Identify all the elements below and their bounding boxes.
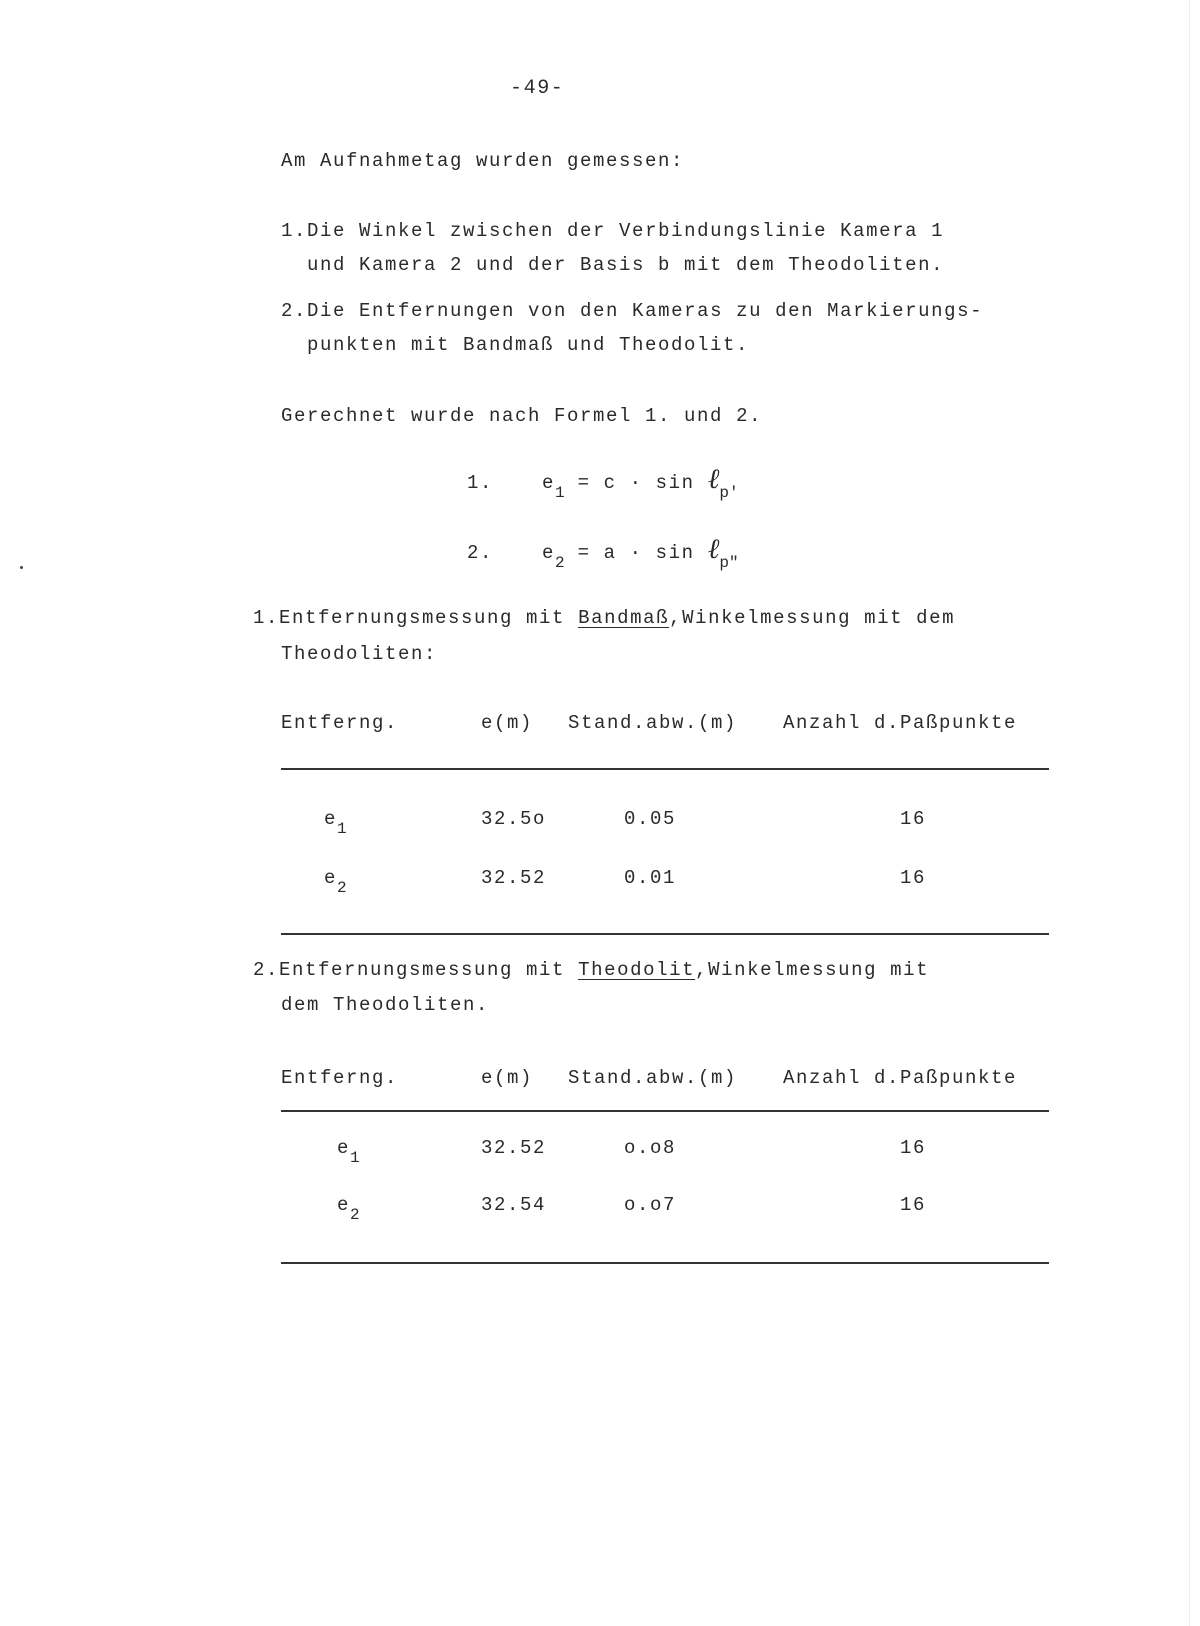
table-1-header-count: Anzahl d.Paßpunkte <box>783 712 1018 734</box>
formula-2-rhs: = a · sin <box>577 542 695 564</box>
table-2-header-rule <box>281 1110 1049 1112</box>
table-2-row-2-e: 32.54 <box>481 1194 547 1216</box>
table-2-row-2-var <box>337 1194 360 1224</box>
table-2-row-1-var <box>337 1137 360 1167</box>
formula-1-number: 1. <box>467 472 494 494</box>
section-2-heading-post: ,Winkelmessung mit <box>695 959 930 981</box>
table-2-row-1-std: o.o8 <box>624 1137 677 1159</box>
table-2-row-1-var-letter: e <box>337 1137 351 1159</box>
measured-item-2-number: 2. <box>281 300 308 322</box>
measured-item-1-number: 1. <box>281 220 308 242</box>
section-2-number: 2. <box>253 959 280 981</box>
table-2-header-distance: Entferng. <box>281 1067 399 1089</box>
table-1-row-1-var-sub: 1 <box>337 820 347 838</box>
formula-2-phi: ℓ <box>707 532 720 565</box>
table-2-row-1-count: 16 <box>900 1137 927 1159</box>
formula-1-rhs: = c · sin <box>577 472 695 494</box>
formula-2-phi-sub: p" <box>719 554 739 572</box>
table-1-header-distance: Entferng. <box>281 712 399 734</box>
section-2-heading-line2: dem Theodoliten. <box>281 994 490 1016</box>
formula-1-phi: ℓ <box>707 462 720 495</box>
table-2-row-2-std: o.o7 <box>624 1194 677 1216</box>
table-1-row-2-var-letter: e <box>324 867 338 889</box>
section-1-heading-pre: Entfernungsmessung mit <box>279 607 579 629</box>
scan-speck <box>20 566 23 569</box>
table-1-row-1-e: 32.5o <box>481 808 547 830</box>
measured-item-1 <box>281 220 944 242</box>
section-1-heading-underlined: Bandmaß <box>578 607 670 629</box>
table-2-header-std: Stand.abw.(m) <box>568 1067 738 1089</box>
formula-2 <box>467 532 739 572</box>
table-2-header-count: Anzahl d.Paßpunkte <box>783 1067 1018 1089</box>
table-1-row-2-e: 32.52 <box>481 867 547 889</box>
section-1-number: 1. <box>253 607 280 629</box>
scan-edge <box>1189 0 1190 1626</box>
section-1-heading-post: ,Winkelmessung mit dem <box>669 607 956 629</box>
table-1-header-std: Stand.abw.(m) <box>568 712 738 734</box>
table-1-row-2-count: 16 <box>900 867 927 889</box>
table-2-row-2-count: 16 <box>900 1194 927 1216</box>
table-1-row-1-var <box>324 808 347 838</box>
measured-item-2 <box>281 300 983 322</box>
formula-1-var: e <box>542 472 556 494</box>
table-1-header-rule <box>281 768 1049 770</box>
measured-item-2-line1: Die Entfernungen von den Kameras zu den Markierungs- <box>307 300 984 322</box>
table-2-bottom-rule <box>281 1262 1049 1264</box>
section-2-heading <box>253 959 929 981</box>
table-1-row-2-var-sub: 2 <box>337 879 347 897</box>
formula-1-phi-sub: p' <box>719 484 739 502</box>
table-1-row-1-std: 0.05 <box>624 808 677 830</box>
table-1-row-2-var <box>324 867 347 897</box>
table-1-row-1-count: 16 <box>900 808 927 830</box>
formula-2-sub: 2 <box>555 554 565 572</box>
section-2-heading-pre: Entfernungsmessung mit <box>279 959 579 981</box>
table-1-header-e: e(m) <box>481 712 534 734</box>
formula-2-number: 2. <box>467 542 494 564</box>
calc-intro: Gerechnet wurde nach Formel 1. und 2. <box>281 405 763 427</box>
formula-2-var: e <box>542 542 556 564</box>
page-number: -49- <box>510 77 565 100</box>
intro-text: Am Aufnahmetag wurden gemessen: <box>281 150 685 172</box>
table-1-bottom-rule <box>281 933 1049 935</box>
measured-item-2-line2: punkten mit Bandmaß und Theodolit. <box>307 334 750 356</box>
measured-item-1-line2: und Kamera 2 und der Basis b mit dem Theodoliten. <box>307 254 945 276</box>
table-2-row-2-var-letter: e <box>337 1194 351 1216</box>
table-1-row-2-std: 0.01 <box>624 867 677 889</box>
table-2-row-1-var-sub: 1 <box>350 1149 360 1167</box>
section-1-heading <box>253 607 955 629</box>
table-2-row-1-e: 32.52 <box>481 1137 547 1159</box>
section-1-heading-line2: Theodoliten: <box>281 643 438 665</box>
formula-1-sub: 1 <box>555 484 565 502</box>
table-2-row-2-var-sub: 2 <box>350 1206 360 1224</box>
formula-1 <box>467 462 739 502</box>
table-2-header-e: e(m) <box>481 1067 534 1089</box>
table-1-row-1-var-letter: e <box>324 808 338 830</box>
measured-item-1-line1: Die Winkel zwischen der Verbindungslinie Kamera 1 <box>307 220 945 242</box>
section-2-heading-underlined: Theodolit <box>578 959 696 981</box>
